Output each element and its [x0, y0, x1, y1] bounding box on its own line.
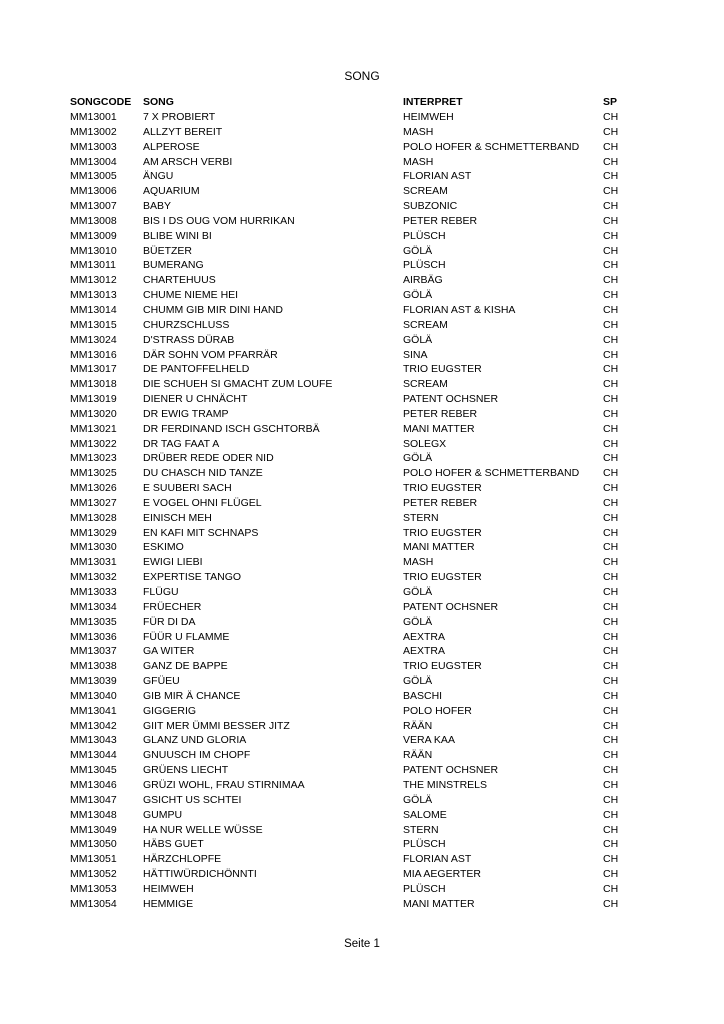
cell-song: HÄTTIWÜRDICHÖNNTI [143, 868, 257, 881]
cell-song: ESKIMO [143, 541, 184, 554]
cell-sp: CH [603, 437, 619, 450]
cell-song: GSICHT US SCHTEI [143, 793, 242, 806]
table-row [0, 392, 724, 407]
cell-sp: CH [603, 318, 619, 331]
cell-sp: CH [603, 467, 619, 480]
cell-interpret: GÖLÄ [403, 244, 433, 257]
cell-interpret: PATENT OCHSNER [403, 600, 499, 613]
cell-songcode: MM13044 [70, 749, 117, 762]
cell-songcode: MM13025 [70, 467, 117, 480]
cell-sp: CH [603, 111, 619, 123]
cell-interpret: MANI MATTER [403, 897, 475, 910]
table-row [0, 733, 724, 748]
cell-interpret: GÖLÄ [403, 333, 433, 346]
cell-song: BIS I DS OUG VOM HURRIKAN [143, 214, 295, 227]
cell-songcode: MM13041 [70, 704, 117, 717]
cell-sp: CH [603, 556, 619, 569]
cell-sp: CH [603, 200, 619, 213]
table-row [0, 110, 724, 125]
table-row [0, 704, 724, 719]
cell-song: GIB MIR Ä CHANCE [143, 689, 241, 702]
cell-sp: CH [603, 511, 619, 524]
cell-songcode: MM13001 [70, 111, 117, 123]
cell-interpret: PLÜSCH [403, 838, 446, 851]
cell-interpret: MIA AEGERTER [403, 868, 481, 881]
cell-sp: CH [603, 586, 619, 598]
table-row [0, 214, 724, 229]
cell-sp: CH [603, 393, 619, 406]
table-row [0, 823, 724, 838]
table-row [0, 348, 724, 363]
cell-interpret: GÖLÄ [403, 675, 433, 688]
cell-song: DU CHASCH NID TANZE [143, 467, 263, 480]
table-row [0, 229, 724, 244]
header-sp: SP [603, 96, 618, 108]
table-row [0, 630, 724, 645]
cell-interpret: FLORIAN AST & KISHA [403, 303, 516, 316]
cell-song: DR FERDINAND ISCH GSCHTORBÄ [143, 422, 320, 435]
cell-interpret: MANI MATTER [403, 422, 475, 435]
cell-interpret: SCREAM [403, 185, 448, 198]
cell-interpret: AEXTRA [403, 630, 446, 643]
cell-songcode: MM13006 [70, 185, 117, 198]
table-row [0, 377, 724, 392]
cell-song: D'STRASS DÜRAB [143, 333, 235, 346]
header-songcode: SONGCODE [70, 96, 132, 108]
cell-sp: CH [603, 660, 619, 673]
cell-song: FÜR DI DA [143, 615, 196, 628]
cell-song: E SUUBERI SACH [143, 482, 232, 495]
table-row [0, 808, 724, 823]
table-row [0, 659, 724, 674]
cell-song: DIENER U CHNÄCHT [143, 393, 248, 406]
cell-songcode: MM13007 [70, 200, 117, 213]
cell-song: GANZ DE BAPPE [143, 660, 228, 673]
cell-songcode: MM13042 [70, 719, 117, 732]
cell-songcode: MM13052 [70, 868, 117, 881]
cell-sp: CH [603, 853, 619, 866]
cell-interpret: TRIO EUGSTER [403, 482, 482, 495]
cell-sp: CH [603, 155, 619, 168]
table-row [0, 793, 724, 808]
cell-song: CHUMM GIB MIR DINI HAND [143, 303, 283, 316]
cell-song: AM ARSCH VERBI [143, 155, 233, 168]
cell-song: HEIMWEH [143, 882, 194, 895]
cell-interpret: PLÜSCH [403, 229, 446, 242]
table-row [0, 422, 724, 437]
cell-songcode: MM13053 [70, 882, 117, 895]
cell-sp: CH [603, 645, 619, 658]
cell-songcode: MM13004 [70, 155, 117, 168]
cell-song: DR TAG FAAT A [143, 437, 220, 450]
cell-sp: CH [603, 496, 619, 509]
cell-sp: CH [603, 378, 619, 391]
cell-sp: CH [603, 274, 619, 287]
cell-songcode: MM13023 [70, 452, 117, 465]
cell-interpret: FLORIAN AST [403, 853, 472, 866]
cell-interpret: SOLEGX [403, 437, 447, 450]
cell-song: ALLZYT BEREIT [143, 125, 223, 138]
cell-interpret: THE MINSTRELS [403, 778, 488, 791]
cell-songcode: MM13011 [70, 259, 116, 272]
cell-sp: CH [603, 170, 619, 183]
cell-song: HÄRZCHLOPFE [143, 853, 222, 866]
cell-song: DR EWIG TRAMP [143, 407, 229, 420]
table-row [0, 437, 724, 452]
cell-songcode: MM13054 [70, 897, 117, 910]
cell-sp: CH [603, 185, 619, 198]
cell-songcode: MM13013 [70, 289, 117, 302]
table-row [0, 466, 724, 481]
cell-interpret: POLO HOFER & SCHMETTERBAND [403, 467, 580, 480]
cell-song: GA WITER [143, 645, 195, 658]
cell-songcode: MM13021 [70, 422, 117, 435]
cell-interpret: RÄÄN [403, 719, 433, 732]
cell-songcode: MM13012 [70, 274, 117, 287]
cell-sp: CH [603, 303, 619, 316]
cell-songcode: MM13039 [70, 675, 117, 688]
table-row [0, 748, 724, 763]
cell-song: AQUARIUM [143, 185, 200, 198]
cell-interpret: SUBZONIC [403, 200, 458, 213]
cell-songcode: MM13045 [70, 764, 117, 777]
cell-songcode: MM13027 [70, 496, 117, 509]
cell-interpret: MANI MATTER [403, 541, 475, 554]
cell-songcode: MM13017 [70, 363, 117, 376]
table-row [0, 882, 724, 897]
cell-interpret: STERN [403, 823, 439, 836]
cell-sp: CH [603, 868, 619, 881]
cell-song: GFÜEU [143, 675, 180, 688]
table-row [0, 615, 724, 630]
table-row [0, 674, 724, 689]
cell-song: ÄNGU [143, 170, 174, 183]
cell-interpret: PATENT OCHSNER [403, 393, 499, 406]
cell-songcode: MM13040 [70, 689, 117, 702]
table-row [0, 155, 724, 170]
cell-songcode: MM13014 [70, 303, 117, 316]
cell-song: BUMERANG [143, 259, 204, 272]
cell-sp: CH [603, 778, 619, 791]
cell-sp: CH [603, 140, 619, 153]
table-row [0, 837, 724, 852]
cell-song: ALPEROSE [143, 140, 200, 153]
table-row [0, 481, 724, 496]
table-row [0, 199, 724, 214]
cell-song: BÜETZER [143, 244, 193, 257]
cell-interpret: AEXTRA [403, 645, 446, 658]
cell-sp: CH [603, 838, 619, 851]
cell-song: DIE SCHUEH SI GMACHT ZUM LOUFE [143, 378, 333, 391]
cell-interpret: STERN [403, 511, 439, 524]
cell-interpret: MASH [403, 155, 434, 168]
cell-song: HÄBS GUET [143, 838, 204, 851]
page-footer: Seite 1 [344, 938, 380, 950]
header-interpret: INTERPRET [403, 96, 463, 108]
table-row [0, 496, 724, 511]
cell-interpret: TRIO EUGSTER [403, 571, 482, 584]
table-row [0, 318, 724, 333]
cell-sp: CH [603, 808, 619, 821]
cell-song: GIIT MER ÜMMI BESSER JITZ [143, 719, 290, 732]
cell-songcode: MM13036 [70, 630, 117, 643]
cell-songcode: MM13024 [70, 333, 117, 346]
cell-interpret: SALOME [403, 808, 447, 821]
cell-sp: CH [603, 897, 619, 910]
cell-songcode: MM13048 [70, 808, 117, 821]
cell-sp: CH [603, 704, 619, 717]
cell-sp: CH [603, 764, 619, 777]
cell-sp: CH [603, 125, 619, 138]
cell-songcode: MM13050 [70, 838, 117, 851]
table-row [0, 258, 724, 273]
cell-songcode: MM13009 [70, 229, 117, 242]
cell-songcode: MM13019 [70, 393, 117, 406]
cell-interpret: PETER REBER [403, 496, 478, 509]
cell-sp: CH [603, 793, 619, 806]
table-row [0, 333, 724, 348]
cell-sp: CH [603, 229, 619, 242]
table-row [0, 526, 724, 541]
cell-sp: CH [603, 526, 619, 539]
cell-song: DRÜBER REDE ODER NID [143, 452, 274, 465]
table-row [0, 867, 724, 882]
table-row [0, 555, 724, 570]
cell-songcode: MM13033 [70, 586, 117, 598]
cell-sp: CH [603, 348, 619, 361]
cell-song: CHURZSCHLUSS [143, 318, 230, 331]
cell-sp: CH [603, 259, 619, 272]
cell-song: GUMPU [143, 808, 183, 821]
cell-interpret: GÖLÄ [403, 586, 433, 598]
cell-interpret: PLÜSCH [403, 882, 446, 895]
cell-song: CHUME NIEME HEI [143, 289, 239, 302]
cell-song: FRÜECHER [143, 600, 202, 613]
cell-songcode: MM13035 [70, 615, 117, 628]
cell-interpret: BASCHI [403, 689, 443, 702]
cell-sp: CH [603, 407, 619, 420]
cell-song: GLANZ UND GLORIA [143, 734, 247, 747]
cell-songcode: MM13010 [70, 244, 117, 257]
cell-interpret: FLORIAN AST [403, 170, 472, 183]
cell-songcode: MM13015 [70, 318, 117, 331]
table-row [0, 451, 724, 466]
cell-song: GNUUSCH IM CHOPF [143, 749, 251, 762]
cell-songcode: MM13029 [70, 526, 117, 539]
cell-songcode: MM13032 [70, 571, 117, 584]
cell-interpret: MASH [403, 125, 434, 138]
cell-sp: CH [603, 214, 619, 227]
cell-interpret: PETER REBER [403, 407, 478, 420]
table-row [0, 125, 724, 140]
table-row [0, 763, 724, 778]
table-row [0, 362, 724, 377]
cell-songcode: MM13028 [70, 511, 117, 524]
cell-songcode: MM13005 [70, 170, 117, 183]
cell-interpret: MASH [403, 556, 434, 569]
table-row [0, 169, 724, 184]
cell-songcode: MM13051 [70, 853, 117, 866]
cell-songcode: MM13016 [70, 348, 117, 361]
cell-interpret: RÄÄN [403, 749, 433, 762]
table-row [0, 140, 724, 155]
cell-song: 7 X PROBIERT [143, 111, 216, 123]
table-row [0, 184, 724, 199]
table-row [0, 540, 724, 555]
cell-song: EXPERTISE TANGO [143, 571, 242, 584]
cell-songcode: MM13034 [70, 600, 117, 613]
table-row [0, 689, 724, 704]
cell-interpret: HEIMWEH [403, 111, 454, 123]
cell-sp: CH [603, 333, 619, 346]
table-row [0, 852, 724, 867]
song-table [0, 110, 724, 912]
cell-sp: CH [603, 452, 619, 465]
cell-interpret: POLO HOFER & SCHMETTERBAND [403, 140, 580, 153]
cell-songcode: MM13047 [70, 793, 117, 806]
cell-interpret: PATENT OCHSNER [403, 764, 499, 777]
cell-songcode: MM13002 [70, 125, 117, 138]
cell-interpret: GÖLÄ [403, 452, 433, 465]
cell-sp: CH [603, 571, 619, 584]
cell-song: BLIBE WINI BI [143, 229, 212, 242]
cell-interpret: GÖLÄ [403, 793, 433, 806]
cell-interpret: TRIO EUGSTER [403, 363, 482, 376]
cell-song: HEMMIGE [143, 897, 194, 910]
table-row [0, 570, 724, 585]
cell-interpret: GÖLÄ [403, 289, 433, 302]
cell-songcode: MM13037 [70, 645, 117, 658]
cell-sp: CH [603, 244, 619, 257]
cell-songcode: MM13046 [70, 778, 117, 791]
cell-interpret: VERA KAA [403, 734, 455, 747]
cell-interpret: GÖLÄ [403, 615, 433, 628]
cell-sp: CH [603, 363, 619, 376]
table-row [0, 407, 724, 422]
cell-songcode: MM13043 [70, 734, 117, 747]
cell-sp: CH [603, 675, 619, 688]
cell-interpret: POLO HOFER [403, 704, 472, 717]
table-row [0, 778, 724, 793]
cell-songcode: MM13020 [70, 407, 117, 420]
cell-interpret: PLÜSCH [403, 259, 446, 272]
cell-songcode: MM13018 [70, 378, 117, 391]
cell-songcode: MM13031 [70, 556, 117, 569]
cell-song: FLÜGU [143, 586, 179, 598]
cell-song: HA NUR WELLE WÜSSE [143, 823, 263, 836]
cell-interpret: SINA [403, 348, 428, 361]
cell-interpret: SCREAM [403, 378, 448, 391]
cell-sp: CH [603, 734, 619, 747]
cell-songcode: MM13049 [70, 823, 117, 836]
cell-songcode: MM13008 [70, 214, 117, 227]
cell-interpret: SCREAM [403, 318, 448, 331]
table-header [0, 95, 724, 109]
cell-songcode: MM13030 [70, 541, 117, 554]
cell-sp: CH [603, 541, 619, 554]
cell-song: DÄR SOHN VOM PFARRÄR [143, 348, 278, 361]
cell-sp: CH [603, 422, 619, 435]
cell-songcode: MM13022 [70, 437, 117, 450]
cell-sp: CH [603, 719, 619, 732]
cell-song: EINISCH MEH [143, 511, 212, 524]
table-row [0, 511, 724, 526]
cell-interpret: PETER REBER [403, 214, 478, 227]
table-row [0, 273, 724, 288]
table-row [0, 719, 724, 734]
cell-song: FÜÜR U FLAMME [143, 630, 230, 643]
cell-song: DE PANTOFFELHELD [143, 363, 250, 376]
cell-sp: CH [603, 689, 619, 702]
cell-songcode: MM13003 [70, 140, 117, 153]
cell-song: CHARTEHUUS [143, 274, 216, 287]
cell-song: E VOGEL OHNI FLÜGEL [143, 496, 262, 509]
cell-song: EN KAFI MIT SCHNAPS [143, 526, 259, 539]
table-row [0, 244, 724, 259]
cell-interpret: AIRBÄG [403, 274, 443, 287]
cell-sp: CH [603, 289, 619, 302]
cell-song: BABY [143, 200, 172, 213]
table-row [0, 897, 724, 912]
cell-sp: CH [603, 482, 619, 495]
cell-sp: CH [603, 882, 619, 895]
cell-interpret: TRIO EUGSTER [403, 660, 482, 673]
cell-sp: CH [603, 749, 619, 762]
table-row [0, 288, 724, 303]
table-row [0, 303, 724, 318]
cell-song: GIGGERIG [143, 704, 197, 717]
cell-interpret: TRIO EUGSTER [403, 526, 482, 539]
cell-sp: CH [603, 823, 619, 836]
table-row [0, 644, 724, 659]
header-song: SONG [143, 96, 174, 108]
cell-songcode: MM13026 [70, 482, 117, 495]
cell-song: GRÜZI WOHL, FRAU STIRNIMAA [143, 778, 305, 791]
cell-sp: CH [603, 630, 619, 643]
page-title: SONG [344, 69, 380, 83]
cell-sp: CH [603, 600, 619, 613]
cell-song: GRÜENS LIECHT [143, 764, 229, 777]
cell-sp: CH [603, 615, 619, 628]
cell-song: EWIGI LIEBI [143, 556, 203, 569]
table-row [0, 585, 724, 600]
table-row [0, 600, 724, 615]
cell-songcode: MM13038 [70, 660, 117, 673]
